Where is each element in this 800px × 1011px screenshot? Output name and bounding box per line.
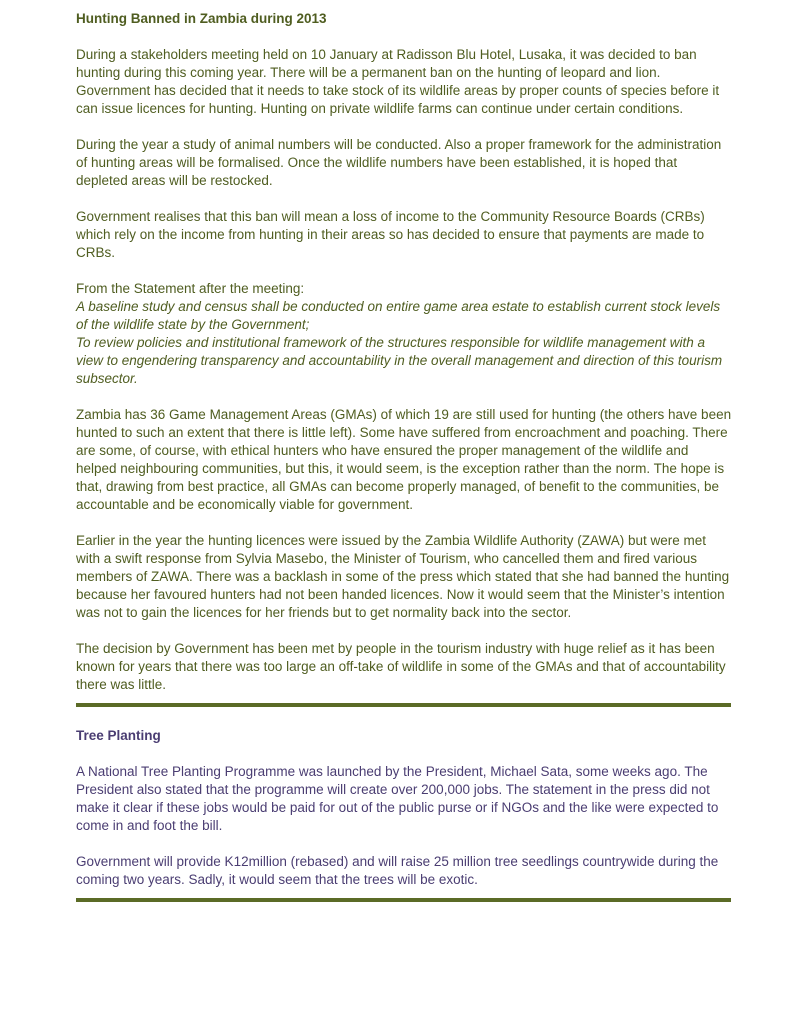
paragraph: During a stakeholders meeting held on 10 January at Radisson Blu Hotel, Lusaka, it was decided to ban hunting during this coming year. There will be a permanent ban on the hunting of leopard and lion. Government has decided that it needs to take stock of its wildlife areas by proper counts of species before it can issue licences for hunting. Hunting on private wildlife farms can continue under certain conditions.: [76, 47, 720, 116]
statement-line: To review policies and institutional framework of the structures responsible for wildlife management with a view to engendering transparency and accountability in the overall management and direction of this tourism subsector.: [76, 335, 723, 386]
paragraph: Earlier in the year the hunting licences were issued by the Zambia Wildlife Authority (ZAWA) but were met with a swift response from Sylvia Masebo, the Minister of Tourism, who cancelled them and fired various members of ZAWA. There was a backlash in some of the press which stated that she had banned the hunting because her favoured hunters had not been handed licences. Now it would seem that the Minister’s intention was not to gain the licences for her friends but to get normality back into the sector.: [76, 533, 730, 620]
tree-planting-section: [76, 727, 732, 889]
paragraph: Zambia has 36 Game Management Areas (GMAs) of which 19 are still used for hunting (the others have been hunted to such an extent that there is little left). Some have suffered from encroachment and poaching. There are some, of course, with ethical hunters who have ensured the proper management of the wildlife and helped neighbouring communities, but this, it would seem, is the exception rather than the norm. The hope is that, drawing from best practice, all GMAs can become properly managed, of benefit to the communities, be accountable and be economically viable for government.: [76, 407, 732, 512]
document-page: [76, 10, 732, 902]
paragraph: A National Tree Planting Programme was launched by the President, Michael Sata, some weeks ago. The President also stated that the programme will create over 200,000 jobs. The statement in the press did not make it clear if these jobs would be paid for out of the public purse or if NGOs and the like were expected to come in and foot the bill.: [76, 764, 719, 833]
statement-line: A baseline study and census shall be conducted on entire game area estate to establish current stock levels of the wildlife state by the Government;: [76, 299, 721, 332]
hunting-ban-section: [76, 10, 732, 694]
paragraph: Government will provide K12million (rebased) and will raise 25 million tree seedlings countrywide during the coming two years. Sadly, it would seem that the trees will be exotic.: [76, 854, 719, 887]
statement-intro: From the Statement after the meeting:: [76, 281, 305, 296]
section-divider: [76, 898, 731, 902]
section-title-tree-planting: Tree Planting: [76, 728, 161, 743]
section-divider: [76, 703, 731, 707]
section-title-hunting: Hunting Banned in Zambia during 2013: [76, 11, 327, 26]
paragraph: Government realises that this ban will mean a loss of income to the Community Resource Boards (CRBs) which rely on the income from hunting in their areas so has decided to ensure that payments are made to CRBs.: [76, 209, 705, 260]
paragraph: The decision by Government has been met by people in the tourism industry with huge relief as it has been known for years that there was too large an off-take of wildlife in some of the GMAs and that of accountability there was little.: [76, 641, 726, 692]
paragraph: During the year a study of animal numbers will be conducted. Also a proper framework for the administration of hunting areas will be formalised. Once the wildlife numbers have been established, it is hoped that depleted areas will be restocked.: [76, 137, 722, 188]
